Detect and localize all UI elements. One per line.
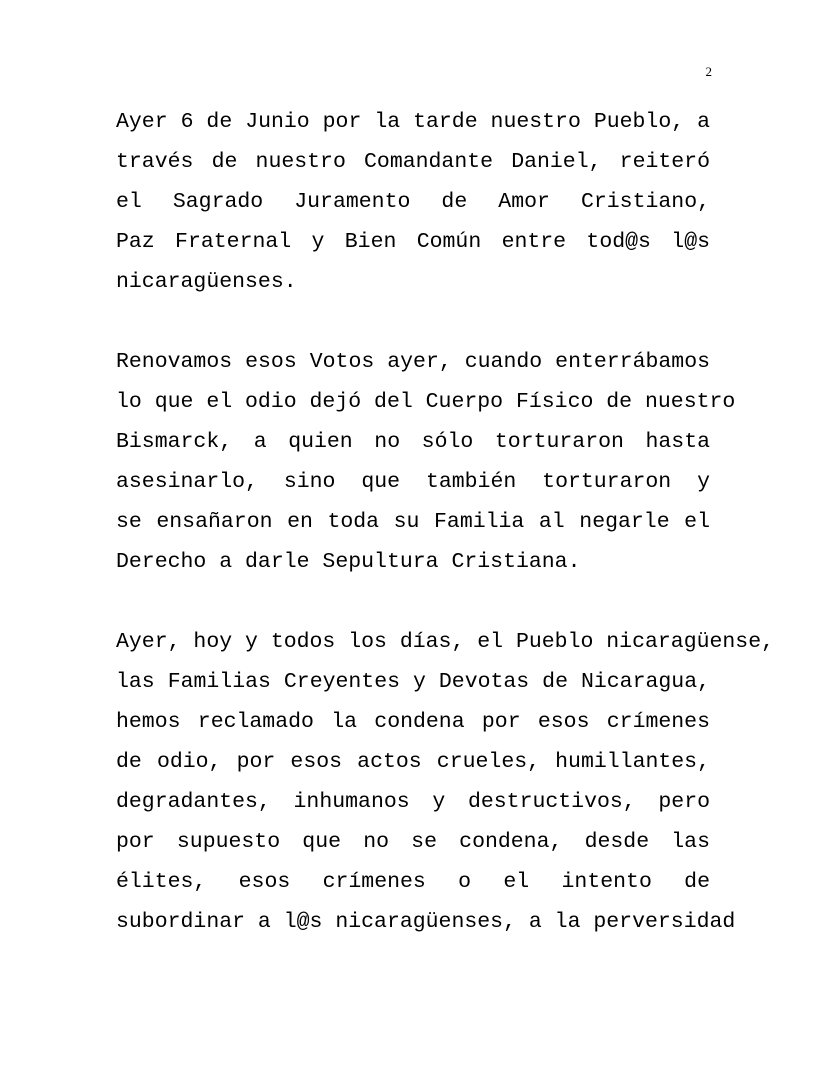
paragraph-1 [116, 102, 710, 302]
text-line: Paz Fraternal y Bien Común entre tod@s l@s [116, 230, 710, 254]
text-line: Derecho a darle Sepultura Cristiana. [116, 550, 581, 574]
page-number: 2 [705, 64, 712, 79]
text-line: Ayer 6 de Junio por la tarde nuestro Pueblo, a [116, 110, 710, 134]
text-line: Ayer, hoy y todos los días, el Pueblo nicaragüense, [116, 630, 775, 654]
text-line: Renovamos esos Votos ayer, cuando enterrábamos [116, 350, 710, 374]
text-line: Bismarck, a quien no sólo torturaron hasta [116, 430, 710, 454]
text-line: de odio, por esos actos crueles, humillantes, [116, 750, 710, 774]
text-line: por supuesto que no se condena, desde las [116, 830, 710, 854]
text-line: las Familias Creyentes y Devotas de Nicaragua, [116, 670, 710, 694]
text-line: nicaragüenses. [116, 270, 297, 294]
text-line: el Sagrado Juramento de Amor Cristiano, [116, 190, 710, 214]
text-line: asesinarlo, sino que también torturaron y [116, 470, 710, 494]
paragraph-gap [116, 582, 710, 622]
paragraph-gap [116, 302, 710, 342]
text-line: subordinar a l@s nicaragüenses, a la perversidad [116, 910, 736, 934]
paragraph-2 [116, 342, 736, 582]
text-line: élites, esos crímenes o el intento de [116, 870, 710, 894]
body-text [116, 102, 775, 942]
text-line: degradantes, inhumanos y destructivos, pero [116, 790, 710, 814]
text-line: se ensañaron en toda su Familia al negarle el [116, 510, 710, 534]
paragraph-3 [116, 622, 775, 942]
text-line: través de nuestro Comandante Daniel, reiteró [116, 150, 710, 174]
text-line: lo que el odio dejó del Cuerpo Físico de nuestro [116, 390, 736, 414]
text-line: hemos reclamado la condena por esos crímenes [116, 710, 710, 734]
